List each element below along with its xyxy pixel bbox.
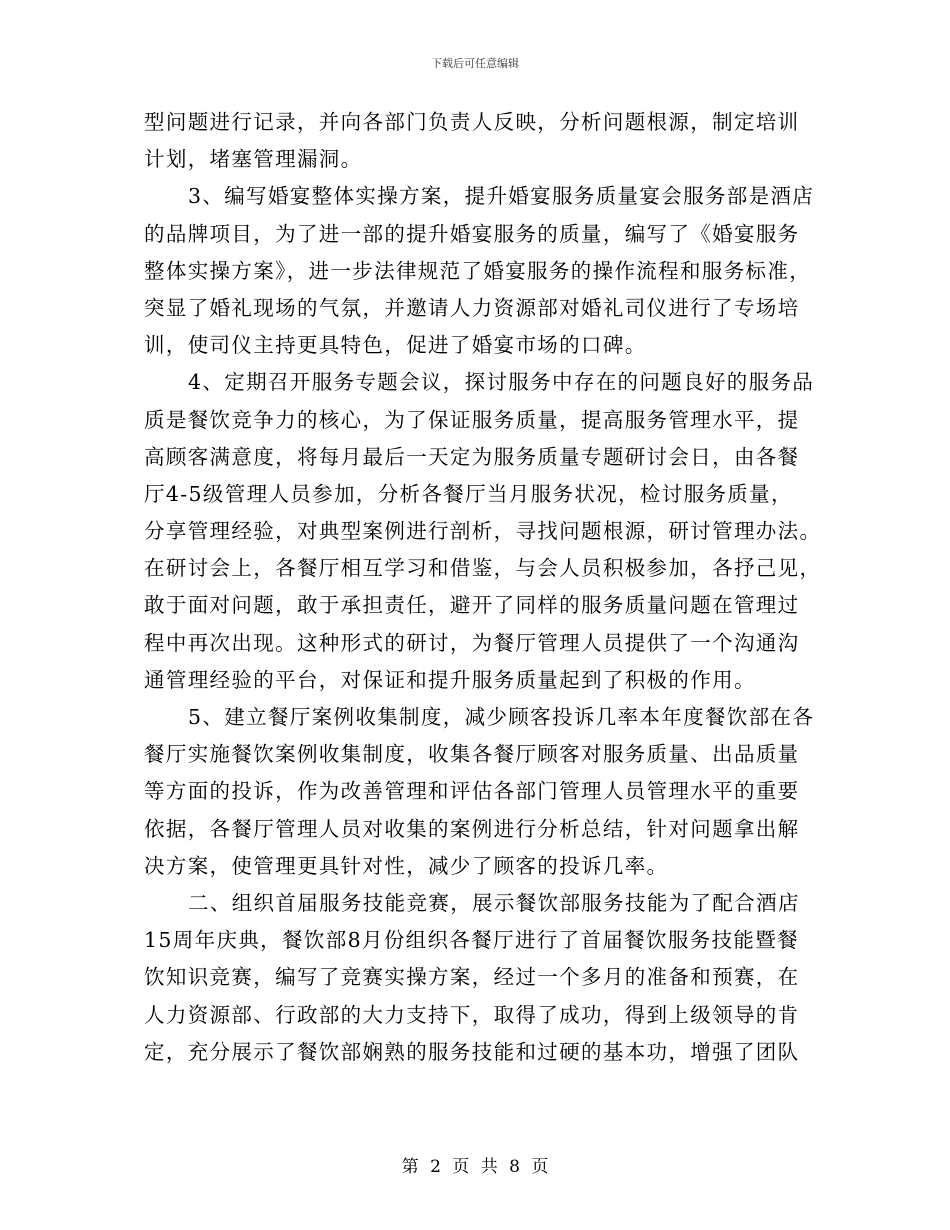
text-line: 厅4-5级管理人员参加，分析各餐厅当月服务状况，检讨服务质量， [144,481,793,506]
text-line: 训，使司仪主持更具特色，促进了婚宴市场的口碑。 [144,333,647,358]
text-line: 质是餐饮竞争力的核心，为了保证服务质量，提高服务管理水平，提 [144,407,800,432]
text-line: 敢于面对问题，敢于承担责任，避开了同样的服务质量问题在管理过 [144,593,800,618]
text-line: 等方面的投诉，作为改善管理和评估各部门管理人员管理水平的重要 [144,779,800,804]
footer-label-ye: 页 [531,1157,549,1177]
footer-label-gong: 共 [480,1157,498,1177]
paragraph-start: 3、编写婚宴整体实操方案，提升婚宴服务质量宴会服务部是酒店 [188,184,815,209]
text-line: 在研讨会上，各餐厅相互学习和借鉴，与会人员积极参加，各抒己见， [144,556,822,581]
text-line: 整体实操方案》，进一步法律规范了婚宴服务的操作流程和服务标准， [144,258,812,283]
text-line: 定，充分展示了餐饮部娴熟的服务技能和过硬的基本功，增强了团队 [144,1039,800,1064]
page-number: 2 [430,1157,441,1177]
footer-label-ye: 页 [452,1157,470,1177]
document-body [144,104,822,1071]
footer-label-di: 第 [401,1157,419,1177]
text-line: 人力资源部、行政部的大力支持下，取得了成功，得到上级领导的肯 [144,1002,800,1027]
text-line: 依据，各餐厅管理人员对收集的案例进行分析总结，针对问题拿出解 [144,816,800,841]
text-line: 计划，堵塞管理漏洞。 [144,147,363,172]
text-line: 15周年庆典，餐饮部8月份组织各餐厅进行了首届餐饮服务技能暨餐 [144,928,799,953]
text-line: 型问题进行记录，并向各部门负责人反映，分析问题根源，制定培训 [144,110,800,134]
paragraph-start: 5、建立餐厅案例收集制度，减少顾客投诉几率本年度餐饮部在各 [188,705,815,729]
paragraph-start: 4、定期召开服务专题会议，探讨服务中存在的问题良好的服务品 [188,370,815,395]
paragraph-start: 二、组织首届服务技能竞赛，展示餐饮部服务技能为了配合酒店 [188,890,800,915]
text-line: 通管理经验的平台，对保证和提升服务质量起到了积极的作用。 [144,667,756,692]
page-footer [0,1152,950,1177]
text-line: 餐厅实施餐饮案例收集制度，收集各餐厅顾客对服务质量、出品质量 [144,742,800,767]
text-line: 分享管理经验，对典型案例进行剖析，寻找问题根源，研讨管理办法。 [144,519,822,544]
text-line: 突显了婚礼现场的气氛，并邀请人力资源部对婚礼司仪进行了专场培 [144,295,800,320]
page-header: 下载后可任意编辑 [431,57,519,70]
text-line: 决方案，使管理更具针对性，减少了顾客的投诉几率。 [144,853,669,878]
text-line: 程中再次出现。这种形式的研讨，为餐厅管理人员提供了一个沟通沟 [144,630,800,655]
total-pages: 8 [509,1157,520,1177]
text-line: 高顾客满意度，将每月最后一天定为服务质量专题研讨会日，由各餐 [144,444,800,469]
text-line: 的品牌项目，为了进一部的提升婚宴服务的质量，编写了《婚宴服务 [144,221,800,246]
text-line: 饮知识竞赛，编写了竞赛实操方案，经过一个多月的准备和预赛，在 [144,965,800,990]
